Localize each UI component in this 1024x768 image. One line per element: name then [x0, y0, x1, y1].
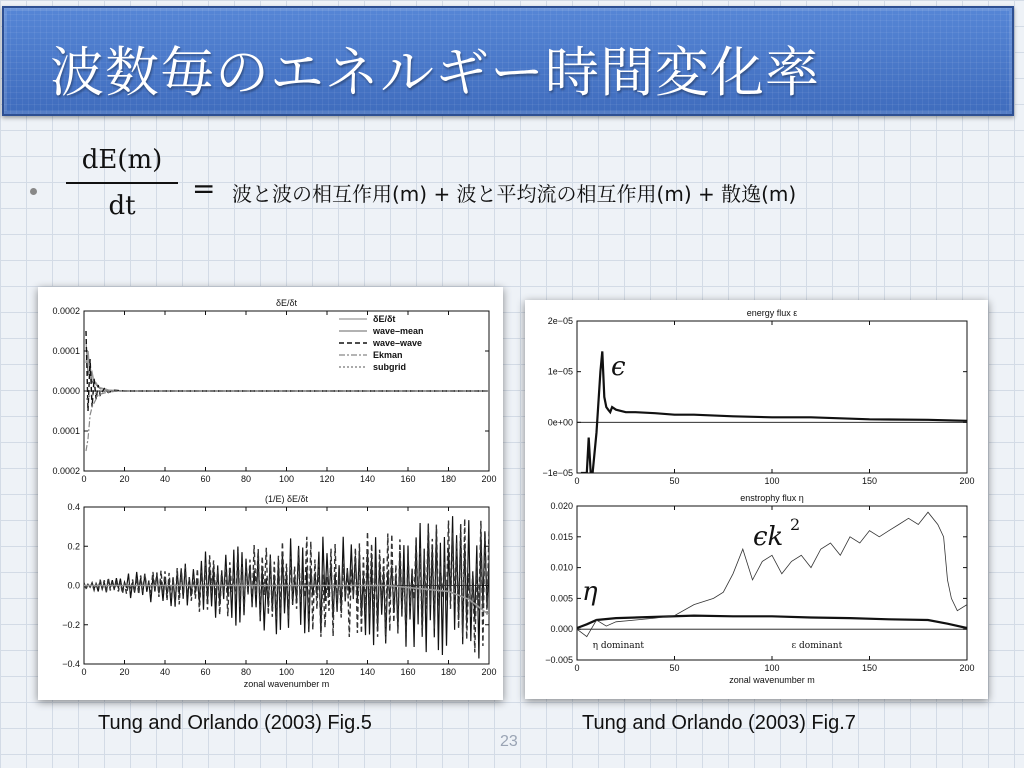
page-number: 23	[500, 733, 518, 750]
y-tick-label: 0.0002	[52, 466, 80, 476]
y-tick-label: −0.4	[62, 659, 80, 669]
y-tick-label: 0.015	[550, 531, 573, 542]
y-tick-label: −0.2	[62, 619, 80, 630]
x-tick-label: 0	[81, 474, 87, 484]
formula-fraction	[66, 142, 178, 224]
x-tick-label: 100	[278, 474, 295, 484]
bullet-dot	[30, 188, 37, 195]
x-tick-label: 80	[240, 667, 252, 677]
y-tick-label: 0.010	[550, 562, 573, 573]
x-tick-label: 0	[574, 663, 580, 673]
eps-k-label: ϵk	[753, 522, 784, 552]
legend-label: subgrid	[373, 362, 406, 372]
eta-label: η	[582, 577, 598, 607]
series-line-4	[86, 391, 489, 399]
series-line-0	[86, 343, 489, 391]
y-tick-label: 0.0	[67, 580, 80, 591]
legend-label: wave–mean	[373, 326, 424, 336]
x-tick-label: 140	[359, 474, 376, 484]
legend-label: δE/δt	[373, 314, 396, 324]
plot-title: energy flux ε	[746, 308, 798, 318]
x-tick-label: 20	[119, 667, 130, 677]
x-tick-label: 100	[764, 476, 780, 486]
plot-frame	[577, 321, 967, 473]
x-tick-label: 0	[574, 476, 580, 486]
x-tick-label: 0	[81, 667, 87, 677]
x-tick-label: 40	[159, 667, 171, 677]
x-axis-label: zonal wavenumber m	[243, 679, 330, 689]
series-line-2	[84, 586, 489, 615]
series-line-3	[86, 391, 489, 451]
x-tick-label: 180	[440, 667, 457, 677]
y-tick-label: 0.0002	[52, 306, 80, 316]
plot-series-group	[86, 331, 489, 451]
x-tick-label: 200	[959, 663, 975, 673]
annotation-eps-dominant: ε dominant	[791, 641, 843, 651]
equals-sign: =	[192, 172, 216, 205]
k-exponent-label: 2	[790, 515, 801, 534]
x-tick-label: 160	[400, 667, 416, 677]
y-tick-label: −0.005	[545, 655, 573, 665]
annotation-eta-dominant: η dominant	[592, 641, 645, 651]
x-tick-label: 50	[669, 476, 680, 486]
y-tick-label: 0.005	[550, 593, 573, 604]
figure-left	[38, 287, 503, 700]
x-tick-label: 150	[861, 663, 878, 673]
y-tick-label: 0.020	[550, 501, 573, 511]
series-line-1	[86, 351, 489, 391]
plot-title: enstrophy flux η	[740, 493, 804, 503]
formula-rhs: 波と波の相互作用(m) + 波と平均流の相互作用(m) + 散逸(m)	[232, 182, 797, 206]
figure-right	[525, 300, 988, 699]
y-tick-label: 0.2	[67, 541, 80, 552]
x-tick-label: 140	[359, 667, 376, 677]
series-line-0	[577, 616, 967, 628]
x-tick-label: 160	[400, 474, 416, 484]
x-axis-label: zonal wavenumber m	[729, 675, 815, 685]
caption-right: Tung and Orlando (2003) Fig.7	[582, 712, 856, 734]
plot-title: δE/δt	[275, 298, 298, 308]
x-tick-label: 60	[200, 667, 211, 677]
figure-right-svg	[525, 300, 988, 699]
formula-denominator: dt	[108, 191, 136, 221]
y-tick-label: 0e+00	[547, 417, 573, 428]
figure-left-svg	[38, 287, 503, 700]
x-tick-label: 200	[481, 667, 497, 677]
fraction-line	[66, 182, 178, 184]
y-tick-label: 0.4	[67, 502, 80, 512]
y-tick-label: 0.0001	[52, 346, 80, 356]
caption-left: Tung and Orlando (2003) Fig.5	[98, 712, 372, 734]
x-tick-label: 200	[481, 474, 497, 484]
plot-series-group	[581, 351, 967, 473]
legend-label: wave–wave	[373, 338, 423, 348]
y-tick-label: 0.0001	[52, 426, 80, 436]
y-tick-label: −1e−05	[542, 468, 573, 478]
plot-series-group	[84, 516, 489, 658]
plot-title: (1/E) δE/δt	[264, 494, 309, 504]
x-tick-label: 100	[278, 667, 295, 677]
y-tick-label: 2e−05	[547, 316, 573, 326]
epsilon-label: ϵ	[611, 352, 626, 382]
x-tick-label: 120	[319, 474, 335, 484]
title-bar	[2, 6, 1014, 116]
x-tick-label: 200	[959, 476, 975, 486]
y-tick-label: 0.000	[550, 624, 573, 635]
x-tick-label: 150	[861, 476, 878, 486]
x-tick-label: 60	[200, 474, 211, 484]
x-tick-label: 40	[159, 474, 171, 484]
series-line-0	[581, 351, 967, 473]
x-tick-label: 50	[669, 663, 680, 673]
y-tick-label: 0.0000	[52, 386, 80, 396]
formula-numerator: dE(m)	[81, 145, 163, 175]
y-tick-label: 1e−05	[547, 366, 573, 377]
x-tick-label: 180	[440, 474, 457, 484]
slide-title: 波数毎のエネルギー時間変化率	[50, 41, 820, 104]
x-tick-label: 100	[764, 663, 780, 673]
x-tick-label: 20	[119, 474, 130, 484]
x-tick-label: 120	[319, 667, 335, 677]
series-line-2	[86, 331, 489, 411]
x-tick-label: 80	[240, 474, 252, 484]
legend-label: Ekman	[373, 350, 403, 360]
